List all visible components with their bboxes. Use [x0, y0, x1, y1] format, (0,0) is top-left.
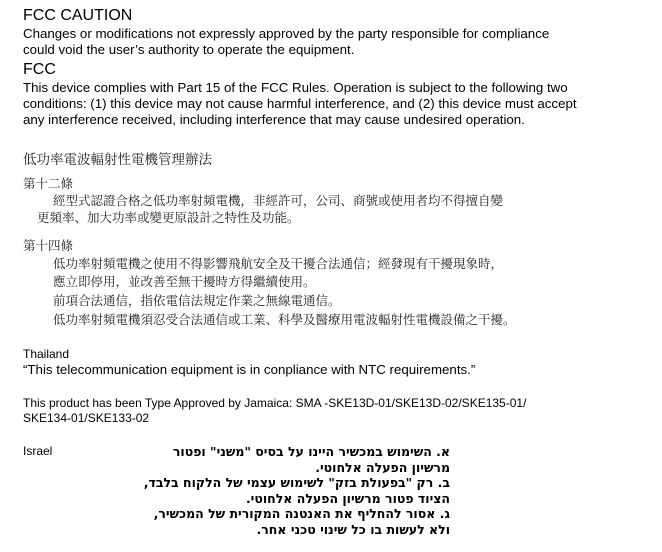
article-14-text-3: 前項合法通信，指依電信法規定作業之無線電通信。 [53, 293, 341, 308]
article-14-text-4: 低功率射頻電機須忍受合法通信或工業、科學及醫療用電波輻射性電機設備之干擾。 [53, 312, 516, 327]
article-12-line-2 [23, 209, 300, 226]
thailand-statement: “This telecommunication equipment is in conpliance with NTC requirements.” [23, 362, 476, 377]
article-12-text-2: 更頻率、加大功率或變更原設計之特性及功能。 [37, 210, 300, 225]
article-14-line-3 [23, 292, 341, 309]
jamaica-line-1: This product has been Type Approved by Jamaica: SMA -SKE13D-01/SKE13D-02/SKE135-01/ [23, 396, 527, 410]
israel-line-2: מרשיון הפעלה אלחוטי. [315, 459, 450, 475]
article-12-text-1: 經型式認證合格之低功率射頻電機，非經許可，公司、商號或使用者均不得擅自變 [53, 193, 504, 208]
fcc-heading: FCC [23, 61, 56, 78]
fcc-caution-line-1: Changes or modifications not expressly approved by the party responsible for compliance [23, 26, 550, 41]
article-12-heading: 第十二條 [23, 176, 74, 191]
article-14-line-4 [23, 311, 516, 328]
fcc-caution-line-2: could void the user’s authority to operate the equipment. [23, 42, 355, 57]
article-14-line-1 [23, 255, 503, 272]
fcc-line-2: conditions: (1) this device may not cause harmful interference, and (2) this device must accept [23, 96, 577, 111]
jamaica-line-2: SKE134-01/SKE133-02 [23, 411, 150, 425]
thailand-label: Thailand [23, 347, 70, 361]
article-14-text-1: 低功率射頻電機之使用不得影響飛航安全及干擾合法通信；經發現有干擾現象時， [53, 256, 504, 271]
article-14-text-2: 應立即停用，並改善至無干擾時方得繼續使用。 [53, 274, 316, 289]
israel-label: Israel [23, 444, 53, 458]
article-14-line-2 [23, 273, 316, 290]
fcc-line-1: This device complies with Part 15 of the FCC Rules. Operation is subject to the following two [23, 80, 568, 95]
israel-line-6: ולא לעשות בו כל שינוי טכני אחר. [256, 521, 450, 537]
israel-line-5: ג. אסור להחליף את האנטנה המקורית של המכשיר, [153, 506, 450, 521]
israel-line-1: א. השימוש במכשיר היינו על בסיס "משני" ופטור [172, 444, 450, 459]
fcc-caution-heading: FCC CAUTION [23, 7, 133, 24]
article-14-heading: 第十四條 [23, 238, 74, 253]
article-12-line-1 [23, 192, 503, 209]
israel-line-3: ב. רק "בפעולת בזק" לשימוש עצמי של הלקוח בלבד, [143, 475, 450, 490]
fcc-line-3: any interference received, including interference that may cause undesired operation. [23, 112, 525, 127]
israel-line-4: הציוד פטור מרשיון הפעלה אלחוטי. [245, 490, 450, 506]
taiwan-regulation-title: 低功率電波輻射性電機管理辦法 [23, 152, 212, 168]
israel-hebrew-block [60, 444, 450, 537]
